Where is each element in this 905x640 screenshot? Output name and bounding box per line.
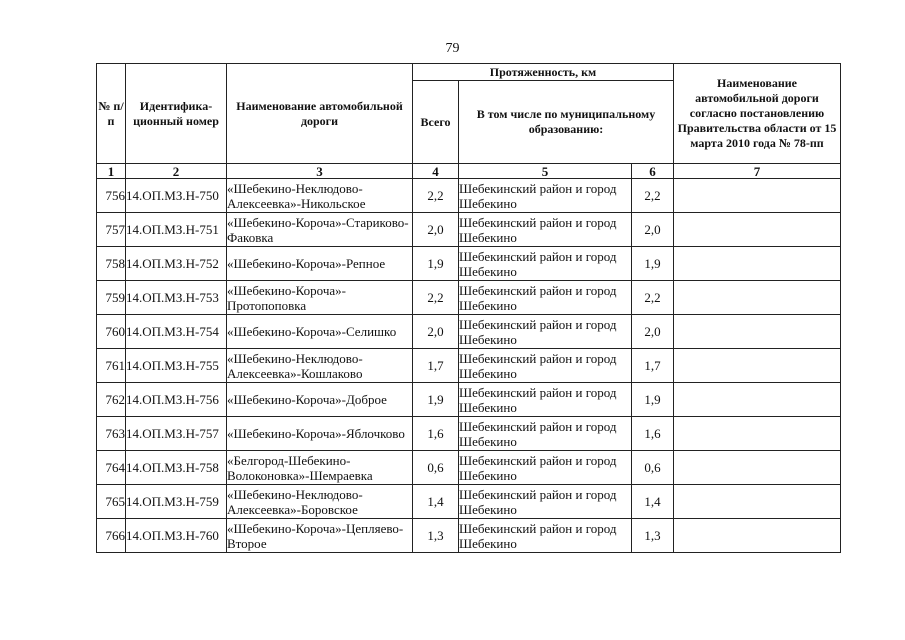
column-number: 3 [227, 164, 413, 179]
road-name: «Шебекино-Короча»-Яблочково [227, 417, 413, 451]
road-id: 14.ОП.МЗ.Н-756 [126, 383, 227, 417]
road-name: «Шебекино-Неклюдово-Алексеевка»-Боровское [227, 485, 413, 519]
table-row [97, 281, 841, 315]
header-total: Всего [413, 81, 459, 164]
resolution-name [674, 247, 841, 281]
column-number: 7 [674, 164, 841, 179]
column-number: 6 [632, 164, 674, 179]
header-name: Наименование автомобильной дороги [227, 64, 413, 164]
road-id: 14.ОП.МЗ.Н-759 [126, 485, 227, 519]
length-municipal: 2,2 [632, 281, 674, 315]
row-number: 761 [97, 349, 126, 383]
length-total: 2,0 [413, 315, 459, 349]
header-length-group: Протяженность, км [413, 64, 674, 81]
length-municipal: 1,7 [632, 349, 674, 383]
length-municipal: 1,4 [632, 485, 674, 519]
road-name: «Шебекино-Короча»-Репное [227, 247, 413, 281]
road-name: «Шебекино-Неклюдово-Алексеевка»-Никольское [227, 179, 413, 213]
column-number: 4 [413, 164, 459, 179]
road-id: 14.ОП.МЗ.Н-752 [126, 247, 227, 281]
road-name: «Белгород-Шебекино-Волоконовка»-Шемраевка [227, 451, 413, 485]
length-municipal: 2,2 [632, 179, 674, 213]
table-body [97, 179, 841, 553]
resolution-name [674, 213, 841, 247]
row-number: 766 [97, 519, 126, 553]
header-municipal: В том числе по муниципальному образованию: [459, 81, 674, 164]
resolution-name [674, 451, 841, 485]
municipality: Шебекинский район и город Шебекино [459, 451, 632, 485]
roads-table [96, 63, 841, 553]
row-number: 756 [97, 179, 126, 213]
length-total: 1,9 [413, 247, 459, 281]
row-number: 758 [97, 247, 126, 281]
row-number: 757 [97, 213, 126, 247]
municipality: Шебекинский район и город Шебекино [459, 179, 632, 213]
header-id: Идентифика- ционный номер [126, 64, 227, 164]
road-id: 14.ОП.МЗ.Н-758 [126, 451, 227, 485]
resolution-name [674, 417, 841, 451]
road-name: «Шебекино-Короча»-Доброе [227, 383, 413, 417]
page-number: 79 [445, 41, 460, 56]
resolution-name [674, 281, 841, 315]
table-row [97, 349, 841, 383]
column-number: 2 [126, 164, 227, 179]
resolution-name [674, 519, 841, 553]
municipality: Шебекинский район и город Шебекино [459, 349, 632, 383]
table-row [97, 315, 841, 349]
municipality: Шебекинский район и город Шебекино [459, 417, 632, 451]
table-row [97, 383, 841, 417]
resolution-name [674, 179, 841, 213]
table-row [97, 247, 841, 281]
length-total: 2,2 [413, 179, 459, 213]
length-municipal: 1,9 [632, 247, 674, 281]
length-total: 2,2 [413, 281, 459, 315]
municipality: Шебекинский район и город Шебекино [459, 281, 632, 315]
row-number: 764 [97, 451, 126, 485]
road-id: 14.ОП.МЗ.Н-754 [126, 315, 227, 349]
length-municipal: 0,6 [632, 451, 674, 485]
length-total: 0,6 [413, 451, 459, 485]
column-numbers-row [97, 164, 841, 179]
municipality: Шебекинский район и город Шебекино [459, 315, 632, 349]
road-name: «Шебекино-Короча»-Селишко [227, 315, 413, 349]
length-municipal: 1,3 [632, 519, 674, 553]
length-total: 1,4 [413, 485, 459, 519]
length-total: 1,7 [413, 349, 459, 383]
row-number: 765 [97, 485, 126, 519]
length-total: 1,6 [413, 417, 459, 451]
length-total: 1,9 [413, 383, 459, 417]
road-id: 14.ОП.МЗ.Н-750 [126, 179, 227, 213]
row-number: 763 [97, 417, 126, 451]
table-row [97, 519, 841, 553]
road-name: «Шебекино-Короча»-Цепляево-Второе [227, 519, 413, 553]
table-header [97, 64, 841, 179]
table-row [97, 417, 841, 451]
length-municipal: 2,0 [632, 213, 674, 247]
length-total: 2,0 [413, 213, 459, 247]
table-row [97, 451, 841, 485]
table-row [97, 485, 841, 519]
resolution-name [674, 383, 841, 417]
row-number: 759 [97, 281, 126, 315]
length-total: 1,3 [413, 519, 459, 553]
column-number: 5 [459, 164, 632, 179]
road-name: «Шебекино-Неклюдово-Алексеевка»-Кошлаково [227, 349, 413, 383]
length-municipal: 1,9 [632, 383, 674, 417]
road-id: 14.ОП.МЗ.Н-751 [126, 213, 227, 247]
road-id: 14.ОП.МЗ.Н-753 [126, 281, 227, 315]
road-id: 14.ОП.МЗ.Н-760 [126, 519, 227, 553]
table-row [97, 179, 841, 213]
road-id: 14.ОП.МЗ.Н-755 [126, 349, 227, 383]
header-resolution: Наименование автомобильной дороги согласно постановлению Правительства области от 15 марта 2010 года № 78-пп [674, 64, 841, 164]
resolution-name [674, 349, 841, 383]
road-name: «Шебекино-Короча»-Протопоповка [227, 281, 413, 315]
row-number: 760 [97, 315, 126, 349]
road-name: «Шебекино-Короча»-Стариково-Факовка [227, 213, 413, 247]
table-row [97, 213, 841, 247]
header-num: № п/п [97, 64, 126, 164]
row-number: 762 [97, 383, 126, 417]
length-municipal: 2,0 [632, 315, 674, 349]
municipality: Шебекинский район и город Шебекино [459, 213, 632, 247]
length-municipal: 1,6 [632, 417, 674, 451]
municipality: Шебекинский район и город Шебекино [459, 519, 632, 553]
municipality: Шебекинский район и город Шебекино [459, 247, 632, 281]
resolution-name [674, 315, 841, 349]
column-number: 1 [97, 164, 126, 179]
road-id: 14.ОП.МЗ.Н-757 [126, 417, 227, 451]
resolution-name [674, 485, 841, 519]
municipality: Шебекинский район и город Шебекино [459, 383, 632, 417]
municipality: Шебекинский район и город Шебекино [459, 485, 632, 519]
